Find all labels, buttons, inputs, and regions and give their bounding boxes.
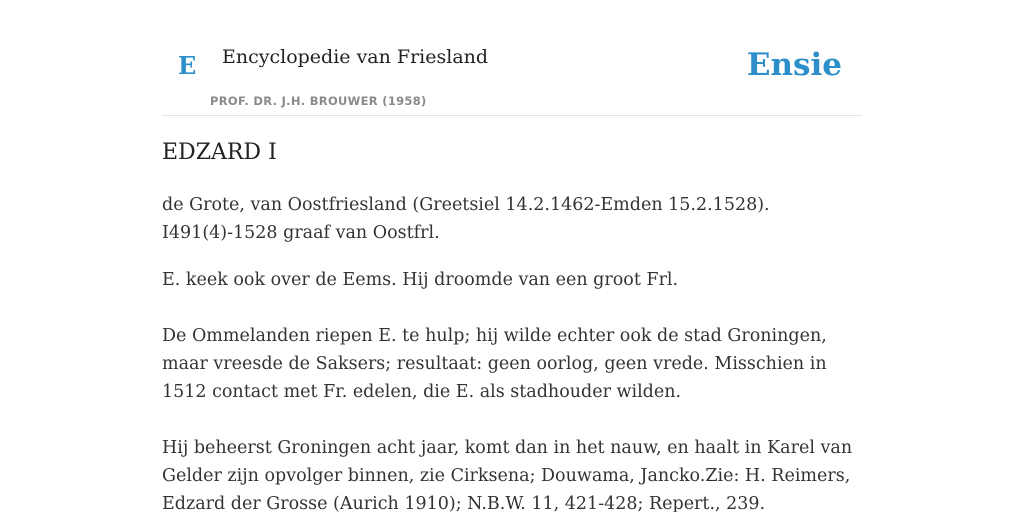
content-container — [162, 0, 862, 512]
book-author: PROF. DR. J.H. BROUWER (1958) — [210, 94, 427, 108]
entry-paragraph: de Grote, van Oostfriesland (Greetsiel 14.2.1462-Emden 15.2.1528). I491(4)-1528 graaf van Oostfrl. — [162, 195, 770, 243]
entry-paragraph: Hij beheerst Groningen acht jaar, komt dan in het nauw, en haalt in Karel van Gelder zijn opvolger binnen, zie Cirksena; Douwama, Jancko.Zie: H. Reimers, Edzard der Grosse (Aurich 1910); N.B.W. 11, 421-428; Repert., 239. — [162, 438, 853, 512]
site-header — [162, 0, 862, 116]
entry-title: EDZARD I — [162, 140, 277, 165]
ensie-brand-link[interactable]: Ensie — [746, 47, 842, 83]
entry-paragraph: De Ommelanden riepen E. te hulp; hij wilde echter ook de stad Groningen, maar vreesde de Saksers; resultaat: geen oorlog, geen vrede. Misschien in 1512 contact met Fr. edelen, die E. als stadhouder wilden. — [162, 326, 827, 402]
entry-body — [162, 191, 862, 512]
entry-paragraph: E. keek ook over de Eems. Hij droomde van een groot Frl. — [162, 270, 679, 290]
book-title[interactable]: Encyclopedie van Friesland — [222, 46, 489, 68]
encyclopedia-logo-icon[interactable]: E — [178, 51, 197, 80]
